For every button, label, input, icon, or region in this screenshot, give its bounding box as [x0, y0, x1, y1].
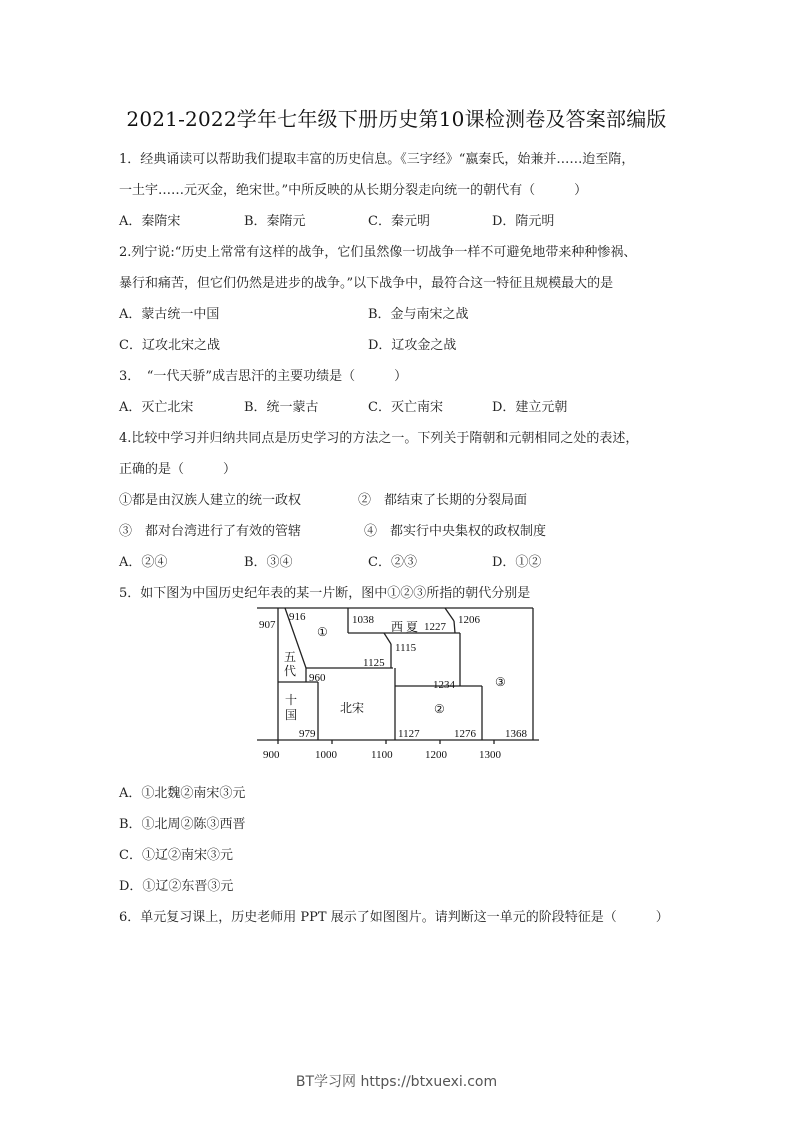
question-2-line-1: 2.列宁说:“历史上常常有这样的战争，它们虽然像一切战争一样不可避免地带来种种惨祸、	[119, 245, 637, 260]
question-3-line-1: 3． “一代天骄”成吉思汗的主要功绩是（ ）	[119, 369, 408, 384]
question-4-statement-4: ④ 都实行中央集权的政权制度	[364, 524, 547, 539]
region-3-label: ③	[495, 675, 506, 689]
question-4-line-2: 正确的是（ ）	[119, 462, 237, 477]
year-1127: 1127	[398, 728, 420, 740]
x-tick-1300: 1300	[479, 749, 501, 761]
question-4-statement-1: ①都是由汉族人建立的统一政权	[119, 493, 302, 508]
page-title: 2021-2022学年七年级下册历史第10课检测卷及答案部编版	[126, 107, 667, 131]
year-960: 960	[309, 672, 326, 684]
shiguo-label-1: 十	[285, 693, 298, 707]
question-1-option-b: B．秦隋元	[244, 214, 306, 229]
question-6-line-1: 6．单元复习课上，历史老师用 PPT 展示了如图图片。请判断这一单元的阶段特征是（ ）	[119, 910, 669, 925]
chronology-chart	[255, 606, 545, 774]
question-2-option-d: D．辽攻金之战	[368, 338, 457, 353]
question-5-option-b: B．①北周②陈③西晋	[119, 817, 246, 832]
year-1276: 1276	[454, 728, 476, 740]
question-4-option-b: B．③④	[244, 555, 293, 570]
question-4-statement-3: ③ 都对台湾进行了有效的管辖	[119, 524, 302, 539]
year-1368: 1368	[505, 728, 527, 740]
year-1234: 1234	[433, 679, 455, 691]
question-1-option-c: C．秦元明	[368, 214, 430, 229]
question-3-option-a: A．灭亡北宋	[119, 400, 194, 415]
x-tick-1200: 1200	[425, 749, 447, 761]
footer-watermark: BT学习网 https://btxuexi.com	[295, 1074, 498, 1090]
wudai-label-1: 五	[284, 650, 297, 664]
question-4-option-d: D．①②	[492, 555, 542, 570]
question-3-option-d: D．建立元朝	[492, 400, 568, 415]
x-tick-1100: 1100	[371, 749, 393, 761]
question-5-option-d: D．①辽②东晋③元	[119, 879, 234, 894]
x-tick-900: 900	[263, 749, 280, 761]
xixia-label: 西 夏	[391, 620, 419, 634]
year-1038: 1038	[352, 614, 374, 626]
question-1-line-1: 1．经典诵读可以帮助我们提取丰富的历史信息。《三字经》“嬴秦氏，始兼并……迨至隋，	[119, 152, 635, 167]
year-979: 979	[299, 728, 316, 740]
question-2-option-c: C．辽攻北宋之战	[119, 338, 220, 353]
year-1206: 1206	[458, 614, 480, 626]
question-2-option-a: A．蒙古统一中国	[119, 307, 220, 322]
question-2-option-b: B．金与南宋之战	[368, 307, 469, 322]
x-tick-1000: 1000	[315, 749, 337, 761]
year-1227: 1227	[424, 621, 446, 633]
question-3-option-b: B．统一蒙古	[244, 400, 319, 415]
question-5-option-c: C．①辽②南宋③元	[119, 848, 233, 863]
question-4-line-1: 4.比较中学习并归纳共同点是历史学习的方法之一。下列关于隋朝和元朝相同之处的表述，	[119, 431, 639, 446]
question-5-line-1: 5．如下图为中国历史纪年表的某一片断，图中①②③所指的朝代分别是	[119, 586, 531, 601]
year-916: 916	[289, 611, 306, 623]
wudai-label-2: 代	[284, 664, 297, 678]
question-2-line-2: 暴行和痛苦，但它们仍然是进步的战争。”以下战争中，最符合这一特征且规模最大的是	[119, 276, 614, 291]
question-1-option-d: D．隋元明	[492, 214, 555, 229]
question-1-option-a: A．秦隋宋	[119, 214, 181, 229]
question-1-line-2: 一土宇……元灭金，绝宋世。”中所反映的从长期分裂走向统一的朝代有（ ）	[119, 183, 588, 198]
year-1115: 1115	[395, 642, 417, 654]
year-907: 907	[259, 619, 276, 631]
shiguo-label-2: 国	[285, 708, 298, 722]
region-2-label: ②	[434, 702, 445, 716]
beisong-label: 北宋	[340, 701, 365, 715]
question-4-option-a: A．②④	[119, 555, 168, 570]
year-1125: 1125	[363, 657, 385, 669]
question-3-option-c: C．灭亡南宋	[368, 400, 443, 415]
region-1-label: ①	[317, 625, 328, 639]
question-4-option-c: C．②③	[368, 555, 417, 570]
question-5-option-a: A．①北魏②南宋③元	[119, 786, 246, 801]
question-4-statement-2: ② 都结束了长期的分裂局面	[358, 493, 528, 508]
